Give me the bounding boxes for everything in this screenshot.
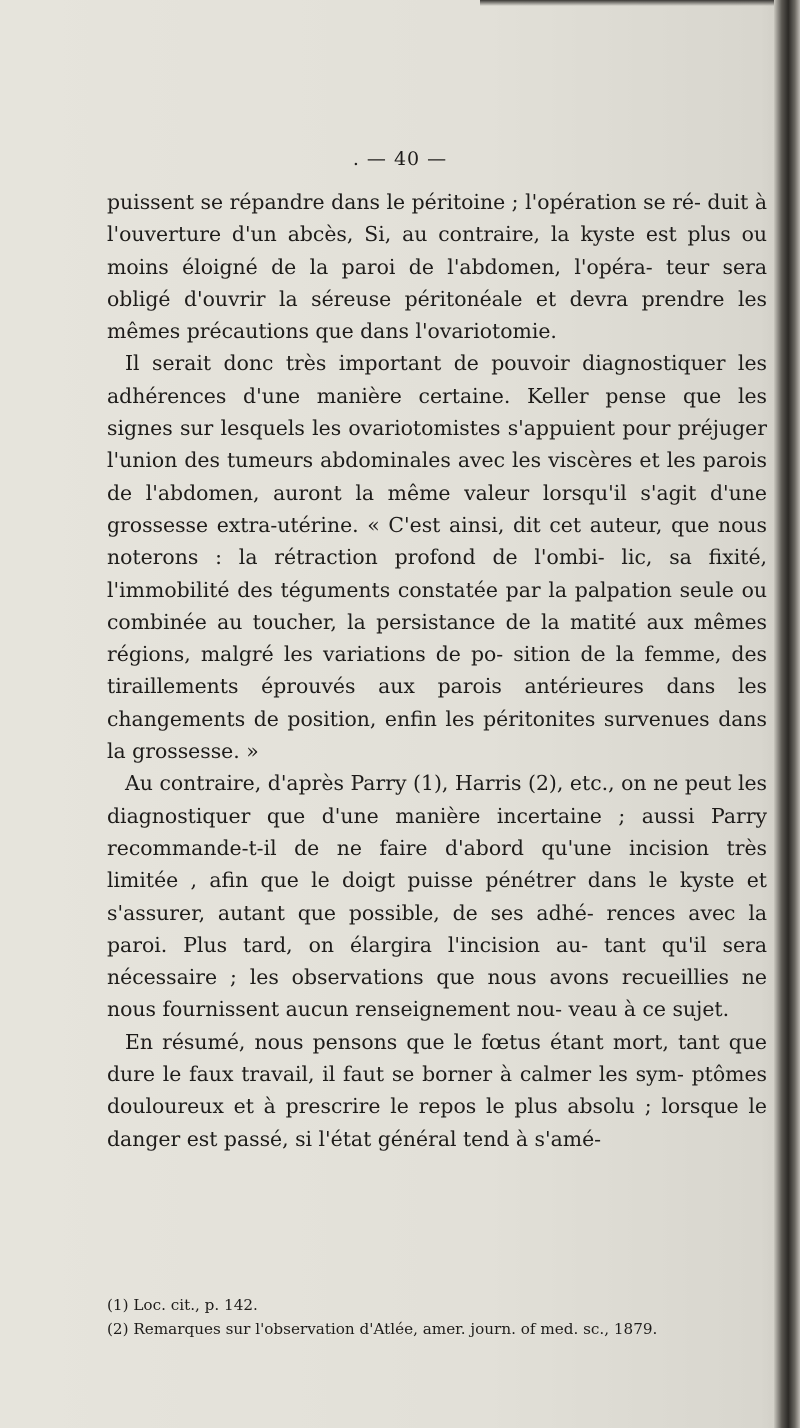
page-number: . — 40 — bbox=[352, 148, 448, 170]
paragraph-2: Il serait donc très important de pouvoir diagnostiquer les adhérences d'une manière certaine. Keller pense que les signes sur lesquels les ovariotomistes s'appuient pour préjuger l'union des tumeurs abdominales avec les viscères et les parois de l'abdomen, auront la même valeur lorsqu'il s'agit d'une grossesse extra-utérine. « C'est ainsi, dit cet auteur, que nous noterons : la rétraction profond de l'ombi- lic, sa fixité, l'immobilité des téguments constatée par la palpation seule ou combinée au toucher, la persistance de la matité aux mêmes régions, malgré les variations de po- sition de la femme, des tiraillements éprouvés aux parois antérieures dans les changements de position, enfin les péritonites survenues dans la grossesse. » bbox=[107, 351, 767, 764]
book-binding-edge bbox=[774, 0, 800, 1428]
paragraph-4: En résumé, nous pensons que le fœtus étant mort, tant que dure le faux travail, il faut se borner à calmer les sym- ptômes douloureux et à prescrire le repos le plus absolu ; lorsque le danger est passé, si l'état général tend à s'amé- bbox=[107, 1029, 767, 1151]
page-top-shadow bbox=[480, 0, 800, 6]
paragraph-1: puissent se répandre dans le péritoine ; l'opération se ré- duit à l'ouverture d'un abcès, Si, au contraire, la kyste est plus ou moins éloigné de la paroi de l'abdomen, l'opéra- teur sera obligé d'ouvrir la séreuse péritonéale et devra prendre les mêmes précautions que dans l'ovariotomie. bbox=[107, 190, 767, 344]
footnotes bbox=[107, 1293, 777, 1341]
footnote-1: (1) Loc. cit., p. 142. bbox=[107, 1296, 258, 1314]
body-text bbox=[107, 186, 767, 1155]
footnote-2: (2) Remarques sur l'observation d'Atlée, amer. journ. of med. sc., 1879. bbox=[107, 1320, 658, 1338]
paragraph-3: Au contraire, d'après Parry (1), Harris (2), etc., on ne peut les diagnostiquer que d'une manière incertaine ; aussi Parry recommande-t-il de ne faire d'abord qu'une incision très limitée , afin que le doigt puisse pénétrer dans le kyste et s'assurer, autant que possible, de ses adhé- rences avec la paroi. Plus tard, on élargira l'incision au- tant qu'il sera nécessaire ; les observations que nous avons recueillies ne nous fournissent aucun renseignement nou- veau à ce sujet. bbox=[107, 771, 767, 1022]
